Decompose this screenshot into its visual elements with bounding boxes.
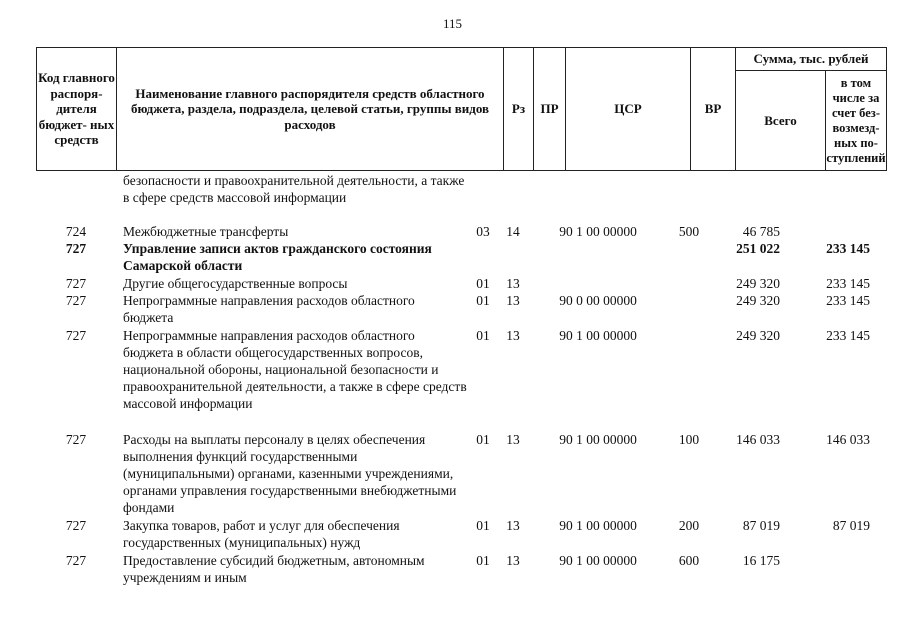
row-rz: 01 <box>476 276 490 291</box>
header-csr: ЦСР <box>566 48 691 170</box>
row-csr: 90 1 00 00000 <box>559 432 637 447</box>
row-rz: 01 <box>476 432 490 447</box>
row-vr: 600 <box>678 553 700 568</box>
row-extra: 233 145 <box>826 276 870 291</box>
row-code: 727 <box>65 553 87 568</box>
row-csr: 90 1 00 00000 <box>559 224 637 239</box>
row-pr: 13 <box>506 328 520 343</box>
row-name: Непрограммные направления расходов областного бюджета <box>123 293 415 325</box>
row-rz: 03 <box>476 224 490 239</box>
row-name: Расходы на выплаты персоналу в целях обеспечения выполнения функций государственными (муниципальными) органами, казенными учреждениями, органами управления государственными внебюджетными фондами <box>123 432 457 515</box>
row-extra: 87 019 <box>832 518 870 533</box>
row-pr: 13 <box>506 432 520 447</box>
page-number: 115 <box>442 16 463 31</box>
row-csr: 90 1 00 00000 <box>559 518 637 533</box>
row-csr: 90 1 00 00000 <box>559 328 637 343</box>
row-code: 727 <box>65 276 87 291</box>
row-total: 249 320 <box>736 276 780 291</box>
header-code: Код главного распоря- дителя бюджет- ных средств <box>37 48 117 170</box>
header-total: Всего <box>736 71 826 170</box>
row-code: 727 <box>65 518 87 533</box>
header-rz: Рз <box>504 48 534 170</box>
row-pr: 13 <box>506 553 520 568</box>
header-pr: ПР <box>534 48 566 170</box>
row-name: Закупка товаров, работ и услуг для обеспечения государственных (муниципальных) нужд <box>123 518 400 550</box>
row-total: 87 019 <box>742 518 780 533</box>
row-name: Управление записи актов гражданского состояния Самарской области <box>123 241 432 273</box>
row-code: 727 <box>65 432 87 447</box>
row-name: Непрограммные направления расходов областного бюджета в области общегосударственных вопросов, национальной обороны, национальной безопасности и правоохранительной деятельности, а также в сфере средств массовой информации <box>123 328 467 411</box>
row-total: 249 320 <box>736 293 780 308</box>
row-total: 251 022 <box>736 241 780 256</box>
row-vr: 500 <box>678 224 700 239</box>
row-pr: 13 <box>506 276 520 291</box>
row-code: 727 <box>65 328 87 343</box>
header-extra: в том числе за счет без- возмезд- ных по- ступлений <box>826 75 886 165</box>
table-header <box>36 47 887 171</box>
row-total: 249 320 <box>736 328 780 343</box>
row-code: 724 <box>65 224 87 239</box>
row-extra: 233 145 <box>826 241 870 256</box>
row-rz: 01 <box>476 328 490 343</box>
row-vr: 200 <box>678 518 700 533</box>
row-code: 727 <box>65 293 87 308</box>
row-vr: 100 <box>678 432 700 447</box>
header-name: Наименование главного распорядителя средств областного бюджета, раздела, подраздела, целевой статьи, группы видов расходов <box>117 48 504 170</box>
row-name: Межбюджетные трансферты <box>123 224 289 239</box>
row-csr: 90 0 00 00000 <box>559 293 637 308</box>
row-rz: 01 <box>476 518 490 533</box>
row-name: безопасности и правоохранительной деятельности, а также в сфере средств массовой информации <box>123 173 465 205</box>
row-pr: 13 <box>506 518 520 533</box>
row-csr: 90 1 00 00000 <box>559 553 637 568</box>
row-extra: 146 033 <box>826 432 870 447</box>
header-vr: ВР <box>691 48 736 170</box>
row-name: Предоставление субсидий бюджетным, автономным учреждениям и иным <box>123 553 425 585</box>
row-extra: 233 145 <box>826 293 870 308</box>
row-extra: 233 145 <box>826 328 870 343</box>
row-rz: 01 <box>476 293 490 308</box>
row-total: 146 033 <box>736 432 780 447</box>
header-sum: Сумма, тыс. рублей <box>753 51 869 67</box>
row-total: 16 175 <box>742 553 780 568</box>
row-rz: 01 <box>476 553 490 568</box>
row-code: 727 <box>65 241 87 256</box>
row-total: 46 785 <box>742 224 780 239</box>
row-pr: 14 <box>506 224 520 239</box>
row-pr: 13 <box>506 293 520 308</box>
row-name: Другие общегосударственные вопросы <box>123 276 348 291</box>
